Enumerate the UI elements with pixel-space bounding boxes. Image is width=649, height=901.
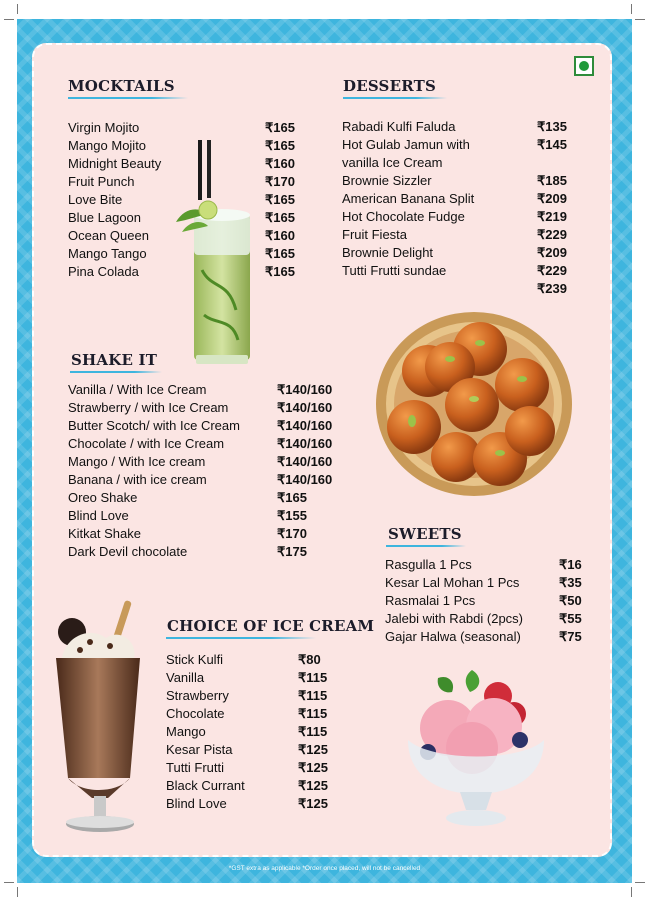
menu-item: Kesar Pista ₹125 [166,742,328,757]
menu-item: Blind Love ₹155 [68,508,307,523]
menu-item: Mango / With Ice cream ₹140/160 [68,454,333,469]
crop-mark [17,4,18,14]
menu-item: Strawberry / with Ice Cream ₹140/160 [68,400,333,415]
menu-item: Tutti Frutti sundae ₹229 [342,263,567,278]
section-title-sweets: SWEETS [388,525,462,543]
crop-mark [4,19,14,20]
menu-item: Jalebi with Rabdi (2pcs) ₹55 [385,611,582,626]
crop-mark [635,882,645,883]
menu-item: Ocean Queen ₹160 [68,228,295,243]
menu-item: Mango Mojito ₹165 [68,138,295,153]
section-underline [386,545,466,547]
gulab-jamun-bowl-image [374,309,574,499]
section-underline [70,371,162,373]
menu-item: Brownie Sizzler ₹185 [342,173,567,188]
menu-item: Dark Devil chocolate ₹175 [68,544,307,559]
crop-mark [631,887,632,897]
section-underline [166,637,316,639]
menu-item: Mango ₹115 [166,724,328,739]
section-underline [343,97,447,99]
crop-mark [631,4,632,14]
section-title-mocktails: MOCKTAILS [68,77,175,95]
footer-note: *GST extra as applicable *Order once placed, will not be cancelled [228,865,421,872]
menu-item: Fruit Fiesta ₹229 [342,227,567,242]
section-title-shakes: SHAKE IT [71,351,158,369]
menu-item: Banana / with ice cream ₹140/160 [68,472,333,487]
menu-item: Virgin Mojito ₹165 [68,120,295,135]
menu-item: Brownie Delight ₹209 [342,245,567,260]
menu-item: American Banana Split ₹209 [342,191,567,206]
menu-item: Mango Tango ₹165 [68,246,295,261]
menu-item: Vanilla ₹115 [166,670,328,685]
menu-item: Stick Kulfi ₹80 [166,652,321,667]
menu-item: Fruit Punch ₹170 [68,174,295,189]
section-underline [68,97,188,99]
menu-item: Kitkat Shake ₹170 [68,526,307,541]
section-title-icecream: CHOICE OF ICE CREAM [167,617,375,635]
menu-item: Rasmalai 1 Pcs ₹50 [385,593,582,608]
menu-item: Hot Chocolate Fudge ₹219 [342,209,567,224]
mojito-glass-image [172,140,254,366]
sweets-list [385,556,585,646]
shakes-list [68,381,343,561]
crop-mark [4,882,14,883]
menu-item: vanilla Ice Cream [342,155,443,170]
crop-mark [635,19,645,20]
menu-item: Chocolate ₹115 [166,706,328,721]
section-title-desserts: DESSERTS [343,77,437,95]
crop-mark [17,887,18,897]
chocolate-shake-image [50,598,150,836]
veg-mark-icon [574,56,594,76]
desserts-list [342,118,572,298]
menu-item: Blind Love ₹125 [166,796,328,811]
menu-item: Chocolate / with Ice Cream ₹140/160 [68,436,333,451]
icecream-list [166,651,336,813]
menu-item: Butter Scotch/ with Ice Cream ₹140/160 [68,418,333,433]
menu-item: Rabadi Kulfi Faluda ₹135 [342,119,567,134]
menu-item: Black Currant ₹125 [166,778,328,793]
menu-item: Hot Gulab Jamun with ₹145 [342,137,567,152]
menu-item: Midnight Beauty ₹160 [68,156,295,171]
menu-item: Vanilla / With Ice Cream ₹140/160 [68,382,333,397]
menu-item: Blue Lagoon ₹165 [68,210,295,225]
menu-item: Kesar Lal Mohan 1 Pcs ₹35 [385,575,582,590]
menu-item: Gajar Halwa (seasonal) ₹75 [385,629,582,644]
menu-item: ₹239 [537,281,567,296]
menu-item: Rasgulla 1 Pcs ₹16 [385,557,582,572]
ice-cream-bowl-image [402,670,550,832]
menu-item: Tutti Frutti ₹125 [166,760,328,775]
menu-item: Strawberry ₹115 [166,688,328,703]
menu-item: Oreo Shake ₹165 [68,490,307,505]
menu-item: Pina Colada ₹165 [68,264,295,279]
menu-item: Love Bite ₹165 [68,192,295,207]
